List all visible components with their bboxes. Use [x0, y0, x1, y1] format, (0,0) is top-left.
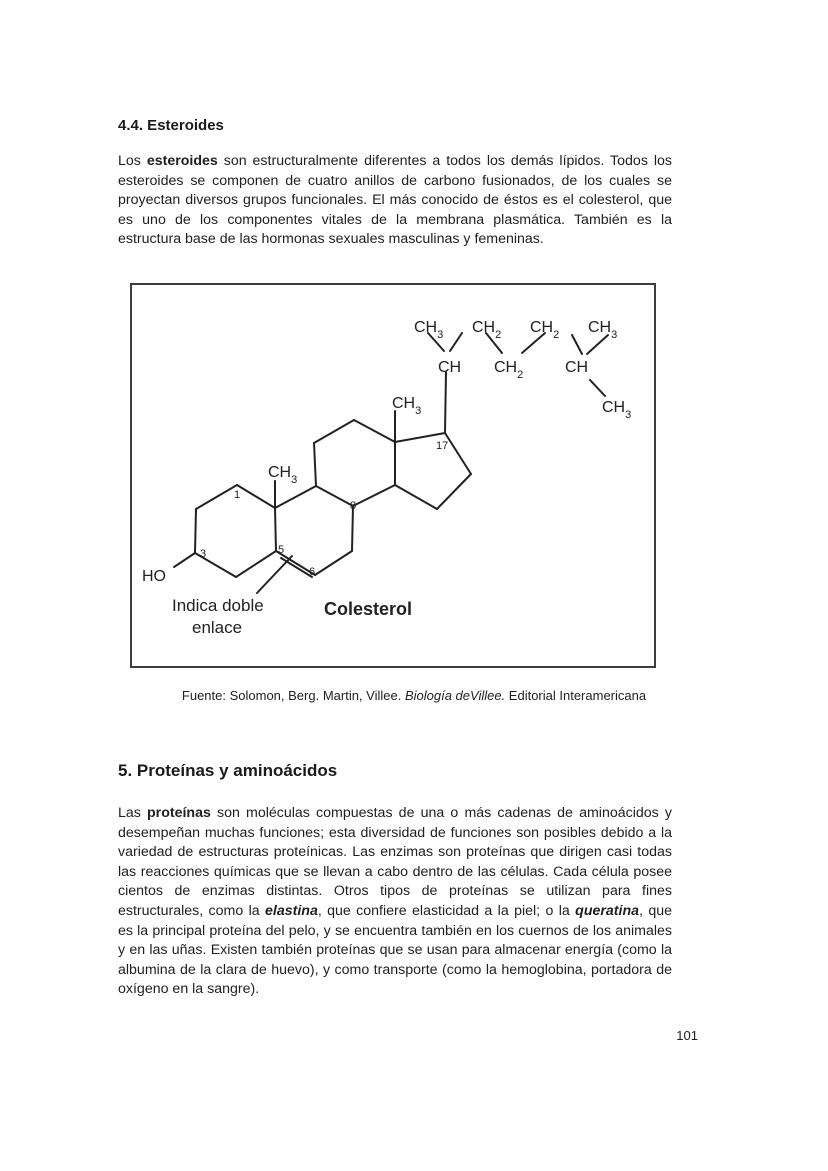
bold-term: esteroides: [146, 153, 218, 169]
group-label: $CH_3$: [414, 319, 444, 341]
molecule-name: Colesterol: [324, 599, 413, 619]
bond: [195, 509, 196, 553]
group-label: $CH_2$: [530, 319, 560, 341]
bond: [352, 506, 353, 551]
bold-term: proteínas: [147, 805, 211, 821]
double-bond-note-line2: enlace: [192, 618, 243, 637]
italic-title: Biología deVillee.: [404, 688, 506, 703]
bond: [314, 443, 316, 486]
bond: [316, 486, 353, 506]
proteins-paragraph: Las proteínas son moléculas compuestas de una o más cadenas de aminoácidos y desempeñan muchas funciones; esta diversidad de funciones son posibles debido a la variedad de estructuras proteínicas. Las enzimas son proteínas que dirigen casi todas las reacciones químicas que se llevan a cabo dentro de las células. Cada célula posee cientos de enzimas distintas. Otros tipos de proteínas se utilizan para fines estructurales, como la elastina, que confiere elasticidad a la piel; o la queratina, que es la principal proteína del pelo, y se encuentra también en los cuernos de los animales y en las uñas. Existen también proteínas que se usan para almacenar energía (como la albumina de la clara de huevo), y como transporte (como la hemoglobina, portadora de oxígeno en la sangre).: [118, 805, 672, 998]
steroids-paragraph: Los esteroides son estructuralmente diferentes a todos los demás lípidos. Todos los esteroides se componen de cuatro anillos de carbono fusionados, de los cuales se proyectan diversos grupos funcionales. El más conocido de éstos es el colesterol, que es uno de los componentes vitales de la membrana plasmática. También es la estructura base de las hormonas sexuales masculinas y femeninas.: [118, 153, 672, 248]
bond-sidechain: [450, 333, 462, 351]
double-bond-line: [281, 558, 312, 577]
section-heading-steroids: 4.4. Esteroides: [118, 117, 224, 134]
bond-sidechain: [522, 333, 545, 353]
carbon-number: 17: [436, 440, 449, 452]
group-label: $CH_2$: [472, 319, 502, 341]
bond: [353, 485, 395, 506]
carbon-number: 8: [350, 500, 357, 512]
carbon-number: 5: [278, 544, 285, 556]
page-number: 101: [676, 1028, 698, 1043]
bond: [354, 420, 395, 442]
bond: [395, 485, 437, 509]
figure-caption: Fuente: Solomon, Berg. Martin, Villee. Biología deVillee. Editorial Interamericana: [181, 688, 647, 703]
cholesterol-structure-diagram: [132, 285, 654, 666]
bond-sidechain: [572, 335, 582, 354]
bond: [196, 485, 237, 509]
double-bond-note-line1: Indica doble: [172, 596, 264, 615]
group-label: CH: [565, 359, 589, 376]
bond: [236, 551, 276, 577]
group-label: $CH_2$: [494, 359, 524, 381]
pointer-line: [257, 556, 292, 593]
hydroxyl-label: HO: [142, 568, 166, 585]
bond: [237, 485, 275, 508]
section-heading-proteins: 5. Proteínas y aminoácidos: [118, 761, 338, 780]
bond: [275, 508, 276, 551]
group-label: $CH_3$: [602, 399, 632, 421]
bond: [315, 551, 352, 575]
bold-italic-term: queratina: [575, 902, 640, 919]
bond: [437, 474, 471, 509]
group-label: $CH_3$: [268, 464, 298, 486]
group-label: $CH_3$: [588, 319, 618, 341]
carbon-number: 3: [200, 548, 207, 560]
bond: [314, 420, 354, 443]
bold-italic-term: elastina: [265, 902, 318, 919]
carbon-number: 1: [234, 489, 241, 501]
group-label: $CH_3$: [392, 395, 422, 417]
group-label: CH: [438, 359, 462, 376]
bond-hydroxyl: [174, 553, 195, 567]
bond-sidechain: [445, 372, 446, 433]
bond-sidechain: [590, 380, 605, 396]
bond: [445, 433, 471, 474]
bond: [275, 486, 316, 508]
carbon-number: 6: [309, 566, 316, 578]
bond-sidechain: [587, 335, 608, 354]
cholesterol-figure: [130, 283, 656, 668]
